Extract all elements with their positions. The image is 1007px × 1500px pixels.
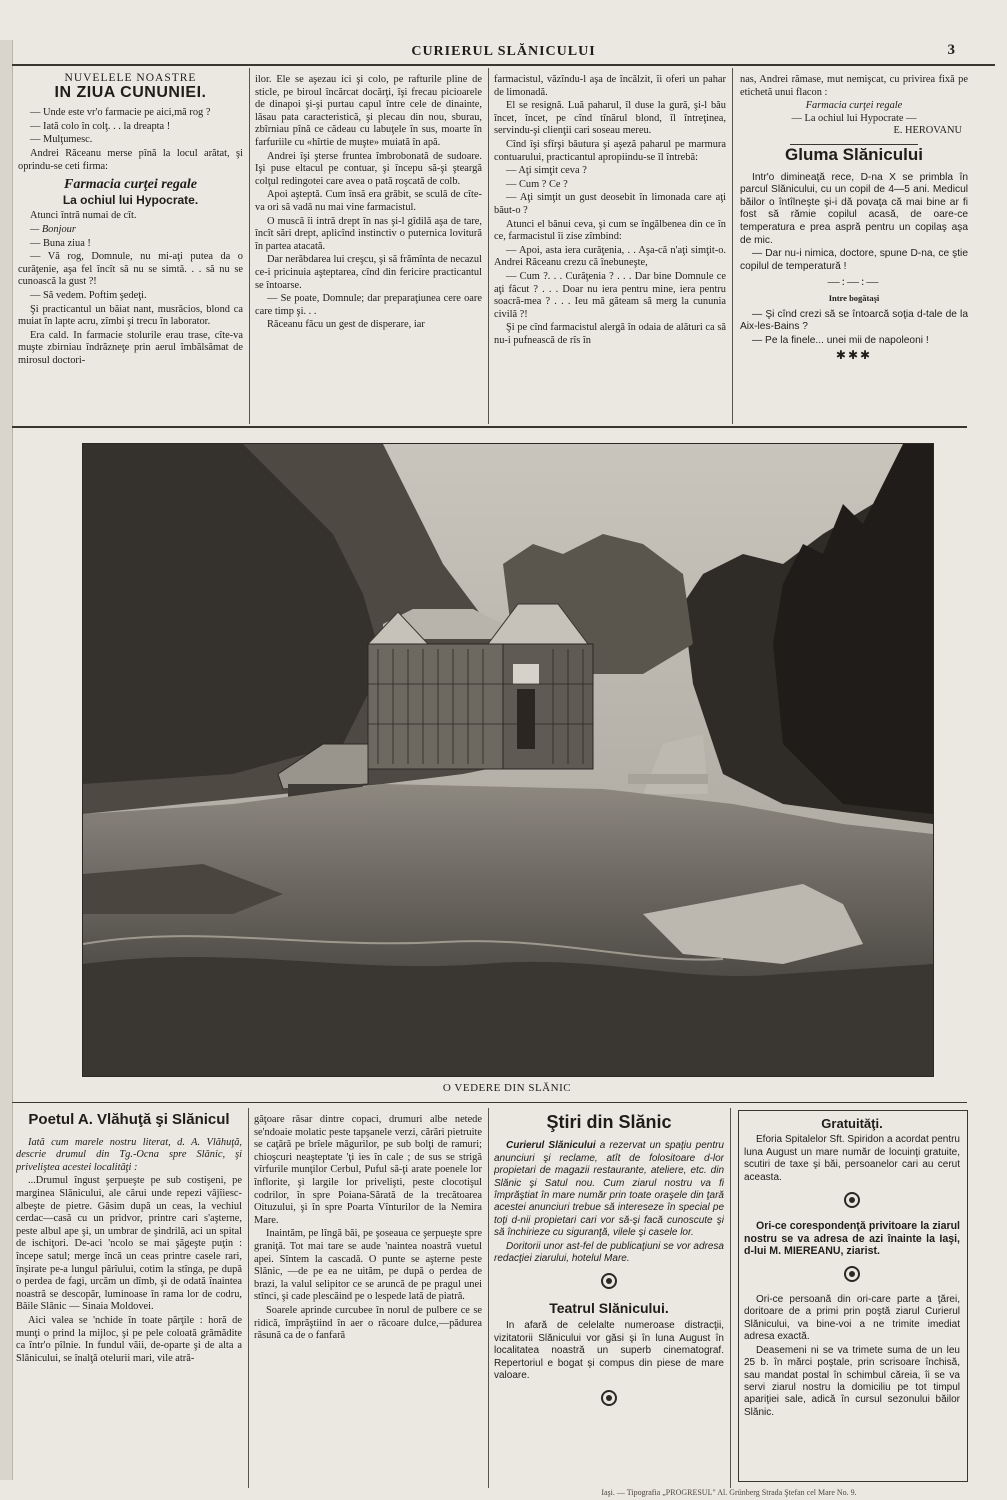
ornament: ✱✱✱ — [835, 348, 873, 363]
masthead-title: CURIERUL SLĂNICULUI — [411, 44, 596, 59]
paragraph: Era cald. In farmacie stolurile erau trase, cîte-va muşte zbirniau îndrăzneţe prin aerul îmbălsămat de mirosul doctori- — [18, 329, 243, 366]
paragraph: Intr'o dimineaţă rece, D-na X se primbla în parcul Slănicului, cu un copil de 4—5 ani. Medicul băilor o întîlneşte şi-i dă povaţa că mai bine ar fi fost să rămie copilul acasă, de oare-ce temperatura e prea aspră pentru un copilaş aşa de mic. — [740, 171, 968, 246]
paragraph: Cînd îşi sfîrşi băutura şi aşeză paharul pe marmura contuarului, practicantul apropiindu-se îl întrebă: — [494, 138, 726, 163]
story-title: IN ZIUA CUNUNIEI. — [54, 83, 207, 101]
paragraph: — Vă rog, Domnule, nu mi-aţi putea da o curăţenie, aşa fel încît să nu se simtă. . . să nu se cunoască la gust ?! — [18, 251, 243, 288]
paragraph: Deasemeni ni se va trimete suma de un leu 25 b. în mărci poştale, prin scrisoare închisă, sau mandat postal în schimbul căreia, îi se va servi ziarul nostru la domiciliu pe tot timpul apariţiei sale, adică în cursul sezonului băilor Slănic. — [744, 1344, 960, 1418]
paragraph: — Cum ? Ce ? — [506, 178, 568, 190]
intro-paragraph: Iată cum marele nostru literat, d. A. Vlăhuţă, descrie drumul din Tg.-Ocna spre Slănic, şi priveliştea acestei localităţi : — [16, 1136, 242, 1173]
story-column-2 — [255, 74, 482, 420]
paragraph: Apoi aşteptă. Cum însă era grăbit, se sculă de cîte-va ori să vadă nu mai vine farmacistul. — [255, 189, 482, 213]
paragraph: O muscă îi intră drept în nas şi-l gîdilă aşa de tare, încît sări drept, aplicînd instinctiv o puternica lovitură în partea atacată. — [255, 215, 482, 252]
paragraph: — Buna ziua ! — [30, 237, 91, 249]
section-rule — [12, 1102, 967, 1103]
paragraph: nas, Andrei rămase, mut nemişcat, cu privirea fixă pe etichetă unui flacon : — [740, 74, 968, 98]
column-rule — [249, 68, 250, 424]
rosette-ornament — [744, 1192, 960, 1212]
paragraph: Aici valea se 'nchide în toate părţile : horă de munţi o prind la mijloc, şi pe pele coloată grămădite ca într'o pîlnie. In fundul văii, de-oparte şi de alta a Slănicului, se înalţă otelurii mari, vile atră- — [16, 1314, 242, 1364]
stiri-column — [494, 1112, 724, 1488]
paragraph: Atunci el bănui ceva, şi cum se îngălbenea din ce în ce, farmacistul îi zise zîmbind: — [494, 218, 726, 243]
paragraph: — Cum ?. . . Curăţenia ? . . . Dar bine Domnule ce aţi făcut ? . . . Doar nu iera pentru mine, iera pentru soacră-mea ? . . . Ieu mă găteam să merg la cununia civilă ?! — [494, 270, 726, 320]
left-gutter — [0, 40, 13, 1480]
paragraph: — Se poate, Domnule; dar preparaţiunea cere oare care timp şi. . . — [255, 293, 482, 317]
column-rule — [732, 68, 733, 424]
gluma-subtitle: Intre bogătaşi — [828, 292, 880, 303]
label-line: — La ochiul lui Hypocrate — — [791, 112, 917, 124]
column-rule — [248, 1108, 249, 1488]
paragraph: ilor. Ele se aşezau ici şi colo, pe rafturile pline de sticle, pe biroul încărcat docărţi, îşi frecau picioarele de dinapoi şi-şi purtau capul între cele de dinainte, lăsau pata caracteristică, şi plecau din nou, sburau, zbîrniau pînă ce cădeau cu labuţele în sus, moarte în farfuriile cu «hîrtie de muşte» muiată în apă. — [255, 74, 482, 148]
paragraph: Andrei Răceanu merse pînă la locul arătat, şi oprindu-se ceti firma: — [18, 147, 243, 172]
printer-footer: Iaşi. — Tipografia „PROGRESUL" Al. Grünberg Strada Ştefan cel Mare No. 9. — [601, 1488, 857, 1497]
vlahuta-column-1 — [16, 1110, 242, 1490]
paragraph: Andrei îşi şterse fruntea îmbrobonată de sudoare. Işi puse eltacul pe contuar, şi începu să-şi şteargă colţul redingotei care avea o pată roşcată de colb. — [255, 150, 482, 187]
column-rule — [488, 68, 489, 424]
stiri-title: Ştiri din Slănic — [546, 1112, 672, 1132]
ornament: —:—:— — [827, 274, 881, 289]
paragraph: El se resignă. Luă paharul, îl duse la gură, şi-l bău încet, încet, pe cînd tînărul blond, îl întreţinea, servindu-şi clienţii cari soseau mereu. — [494, 100, 726, 137]
story-column-1 — [18, 72, 243, 420]
paragraph: In afară de celelalte numeroase distracţii, vizitatorii Slănicului vor găsi şi în luna August în localitatea noastră un superb cinematograf. Repertoriul e bogat şi compus din piese de mare valoare. — [494, 1320, 724, 1381]
rosette-ornament — [744, 1266, 960, 1286]
paragraph: Inaintăm, pe lîngă băi, pe şoseaua ce şerpueşte spre graniţă. Tot mai tare se aude 'naintea noastră vuetul apei. Sîntem la cascadă. O punte se aşterne peste Slănic, —de pe ea ne uităm, pe după o perdea de brazi, la valul selipitor ce se aruncă de pe pragul unei stînci, şi cade plescăind pe o lespede lată de piatră. — [254, 1228, 482, 1303]
vlahuta-title: Poetul A. Vlăhuţă şi Slănicul — [28, 1111, 230, 1128]
paragraph: — Aţi simţit un gust deosebit în limonada care aţi băut-o ? — [494, 192, 726, 216]
story-column-3 — [494, 74, 726, 420]
paragraph: Ori-ce persoană din ori-care parte a ţărei, doritoare de a primi prin poştă ziarul Curierul Slănicului, va bine-voi a ne trimite imediat adresa exactă. — [744, 1294, 960, 1343]
section-kicker: NUVELELE NOASTRE — [64, 72, 197, 84]
label-line: Farmacia curţei regale — [805, 100, 903, 112]
landscape-photo — [82, 443, 934, 1077]
photo-caption: O VEDERE DIN SLĂNIC — [442, 1082, 572, 1094]
section-rule — [12, 426, 967, 428]
paragraph: — Unde este vr'o farmacie pe aici,mă rog ? — [30, 107, 211, 119]
column-rule — [730, 1108, 731, 1488]
paragraph: Dar nerăbdarea lui creşcu, şi să frămînta de necazul ce-i pricinuia aşteptarea, cînd din fericire practicantul se întoarse. — [255, 254, 482, 291]
paragraph: Doritorii unor ast-fel de publicaţiuni se vor adresa redacţiei ziarului, hotelul Mare. — [494, 1240, 724, 1265]
paragraph: — Apoi, asta iera curăţenia, . . Aşa-că n'aţi simţit-o. Andrei Răceanu crezu că înebuneşte, — [494, 244, 726, 269]
paragraph: a rezervat un spaţiu pentru anunciuri şi reclame, atît de folositoare d-lor propietari de magazii restaurante, ateliere, etc. din Slănic şi Satul nou. Cum ziarul nostru va fi împrăştiat în mare număr prin toate oraşele din ţară acestei anunciuri trebue să intereseze în special pe toţi d-nii propietari cari vor să-şi facă cunoscute şi să închirieze cu siguranţă, vilele şi casele lor. — [494, 1140, 724, 1239]
paragraph: — Iată colo în colţ. . . la dreapta ! — [30, 120, 171, 132]
newspaper-name: Curierul Slănicului — [506, 1140, 596, 1152]
gratuitati-title: Gratuităţi. — [821, 1116, 883, 1131]
paragraph: Eforia Spitalelor Sft. Spiridon a acordat pentru luna August un mare număr de locuinţi gratuite, scutiri de taxe şi băi, persoanelor cari au cerut aceasta. — [744, 1134, 960, 1183]
paragraph: ...Drumul îngust şerpueşte pe sub costişeni, pe marginea Slănicului, ale cărui unde repezi vâjîiesc-albeşte de pietre. Găsim după un ceas, la vechiul cerdac—casă cu un pridvor, printre cari s'aşterne, peste albul ape şi, un umbrar de şindrilă, aci un spital de ischiţori. De-aci 'ncolo se mai şăgeşte puţin : începe satul; merge încă un ceas printre casele rari, înşirate pe-a lungul pârîului, cotim la stînga, pe după o perdea de fagi, urcăm un dîmb, şi de odată înaintea noastră se descopăr, luminoase în rama lor de codru, Băile Slănic — Sinaia Moldovei. — [16, 1175, 242, 1313]
teatru-title: Teatrul Slănicului. — [549, 1299, 669, 1316]
story-column-4 — [740, 74, 968, 420]
paragraph: — Dar nu-i nimica, doctore, spune D-na, ce ştie copilul de temperatură ! — [740, 248, 968, 272]
page-number: 3 — [947, 42, 955, 58]
paragraph: — Mulţumesc. — [30, 134, 93, 146]
column-rule — [488, 1108, 489, 1488]
rosette-ornament — [494, 1390, 724, 1410]
paragraph: Atunci întră numai de cît. — [30, 210, 137, 222]
paragraph: Şi pe cînd farmacistul alergă în odaia de alături ca să nu-i pufnească de rîs în — [494, 322, 726, 346]
paragraph: Şi practicantul un băiat nant, musrăcios, blond ca muiat în lapte acru, zîmbi şi trecu în laborator. — [18, 303, 243, 328]
paragraph: — Bonjour — [30, 223, 76, 235]
gluma-title: Gluma Slănicului — [785, 144, 923, 164]
paragraph: găţoare răsar dintre copaci, drumuri albe netede se'ndoaie molatic peste tapşanele verzi, cărări pietruite se caţără pe brîele măgurilor, pe sub bolţi de ramuri; chioşcuri neaşteptate 'ţi ies în cale ; de sus se strigă vîrfurile munţilor Cerbul, Puful să-ţi arate poenele lor înflorite, şi largile lor privelişti, peste clocotişul codrilor, în spre Poiana-Sărată de la trecătoarea Oituzului, şi în spre Poarta Vînturilor de la Nemira Mare. — [254, 1114, 482, 1226]
pharmacy-sign-subtitle: La ochiul lui Hypocrate. — [62, 192, 199, 207]
paragraph: — Şi cînd crezi să se întoarcă soţia d-tale de la Aix-les-Bains ? — [740, 308, 968, 333]
pharmacy-sign-title: Farmacia curţei regale — [64, 177, 197, 193]
author-signature: E. HEROVANU — [893, 125, 962, 137]
paragraph: — Aţi simţit ceva ? — [506, 165, 587, 177]
paragraph: — Să vedem. Poftim şedeţi. — [30, 289, 147, 301]
vlahuta-column-2 — [254, 1114, 482, 1490]
notice-paragraph: Ori-ce corespondenţă privitoare la ziarul nostru se va adresa de azi înainte la Iaşi, d-lui M. MIEREANU, ziarist. — [744, 1220, 960, 1258]
paragraph: Soarele aprinde curcubee în norul de pulbere ce se ridică, împrăştiind în aer o răcoare dulce,—pădurea răsună ca de o fanfară — [254, 1304, 482, 1342]
paragraph: — Pe la finele... unei mii de napoleoni ! — [752, 334, 929, 346]
paragraph: farmacistul, văzîndu-l aşa de încălzit, îi oferi un pahar de limonadă. — [494, 74, 726, 98]
gratuitati-column — [744, 1116, 960, 1476]
rosette-ornament — [494, 1273, 724, 1293]
masthead — [12, 40, 995, 66]
paragraph: Răceanu făcu un gest de disperare, iar — [267, 319, 425, 331]
